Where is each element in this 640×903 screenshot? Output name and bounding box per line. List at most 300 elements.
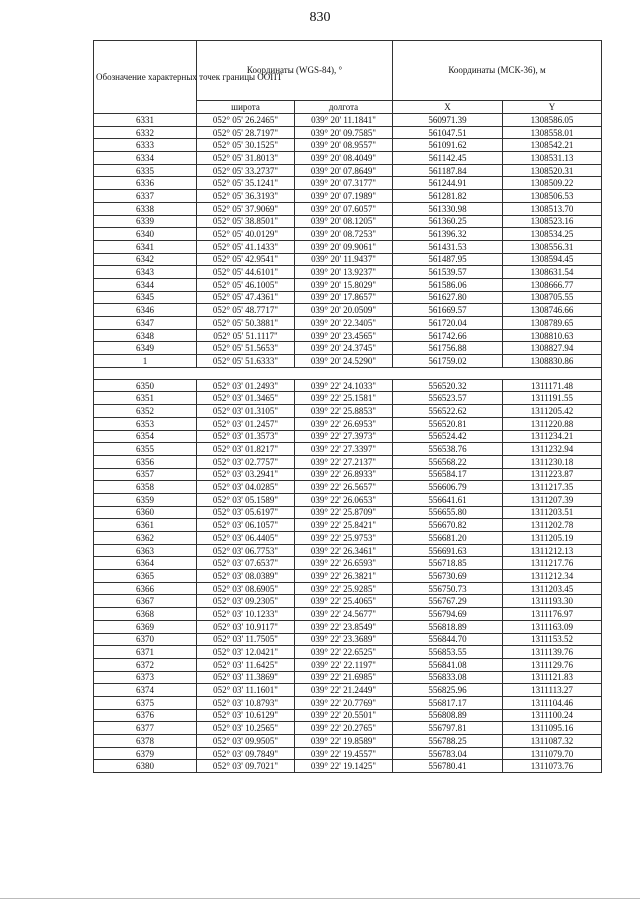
point-id-cell: 6357	[94, 468, 197, 481]
y-cell: 1311113.27	[503, 684, 602, 697]
longitude-cell: 039° 22' 20.7769"	[295, 696, 393, 709]
latitude-cell: 052° 05' 47.4361"	[197, 291, 295, 304]
longitude-cell: 039° 20' 08.9557"	[295, 139, 393, 152]
point-id-cell: 6336	[94, 177, 197, 190]
y-cell: 1308830.86	[503, 355, 602, 368]
longitude-cell: 039° 20' 08.7253"	[295, 228, 393, 241]
table-row	[94, 355, 602, 368]
longitude-cell: 039° 22' 22.6525"	[295, 646, 393, 659]
table-row	[94, 228, 602, 241]
header-x: X	[393, 101, 503, 114]
x-cell: 556853.55	[393, 646, 503, 659]
latitude-cell: 052° 03' 01.2457"	[197, 417, 295, 430]
table-row	[94, 443, 602, 456]
latitude-cell: 052° 03' 09.9505"	[197, 735, 295, 748]
point-id-cell: 6372	[94, 658, 197, 671]
table-row	[94, 379, 602, 392]
y-cell: 1311176.97	[503, 608, 602, 621]
latitude-cell: 052° 05' 50.3881"	[197, 317, 295, 330]
x-cell: 561360.25	[393, 215, 503, 228]
longitude-cell: 039° 22' 25.8421"	[295, 519, 393, 532]
table-row	[94, 532, 602, 545]
x-cell: 556523.57	[393, 392, 503, 405]
footer-divider	[0, 898, 640, 899]
y-cell: 1308827.94	[503, 342, 602, 355]
longitude-cell: 039° 22' 25.1581"	[295, 392, 393, 405]
y-cell: 1311129.76	[503, 658, 602, 671]
latitude-cell: 052° 05' 28.7197"	[197, 126, 295, 139]
point-id-cell: 6347	[94, 317, 197, 330]
x-cell: 561244.91	[393, 177, 503, 190]
latitude-cell: 052° 05' 46.1005"	[197, 278, 295, 291]
x-cell: 556794.69	[393, 608, 503, 621]
x-cell: 561669.57	[393, 304, 503, 317]
point-id-cell: 6353	[94, 417, 197, 430]
latitude-cell: 052° 05' 30.1525"	[197, 139, 295, 152]
longitude-cell: 039° 20' 11.9437"	[295, 253, 393, 266]
y-cell: 1311230.18	[503, 455, 602, 468]
point-id-cell: 6350	[94, 379, 197, 392]
x-cell: 556522.62	[393, 405, 503, 418]
longitude-cell: 039° 22' 24.5677"	[295, 608, 393, 621]
latitude-cell: 052° 03' 12.0421"	[197, 646, 295, 659]
point-id-cell: 6377	[94, 722, 197, 735]
point-id-cell: 6375	[94, 696, 197, 709]
x-cell: 561586.06	[393, 278, 503, 291]
latitude-cell: 052° 03' 10.8793"	[197, 696, 295, 709]
table-row	[94, 595, 602, 608]
table-row	[94, 557, 602, 570]
y-cell: 1308556.31	[503, 240, 602, 253]
point-id-cell: 6369	[94, 620, 197, 633]
longitude-cell: 039° 22' 27.3397"	[295, 443, 393, 456]
y-cell: 1311203.45	[503, 582, 602, 595]
latitude-cell: 052° 05' 38.8501"	[197, 215, 295, 228]
latitude-cell: 052° 03' 09.7849"	[197, 747, 295, 760]
longitude-cell: 039° 20' 11.1841"	[295, 114, 393, 127]
y-cell: 1308666.77	[503, 278, 602, 291]
latitude-cell: 052° 03' 01.3465"	[197, 392, 295, 405]
point-id-cell: 1	[94, 355, 197, 368]
latitude-cell: 052° 03' 11.3869"	[197, 671, 295, 684]
table-row	[94, 455, 602, 468]
point-id-cell: 6366	[94, 582, 197, 595]
latitude-cell: 052° 03' 09.7021"	[197, 760, 295, 773]
x-cell: 561281.82	[393, 190, 503, 203]
x-cell: 556524.42	[393, 430, 503, 443]
table-row	[94, 722, 602, 735]
table-row	[94, 202, 602, 215]
y-cell: 1311171.48	[503, 379, 602, 392]
point-id-cell: 6380	[94, 760, 197, 773]
x-cell: 561142.45	[393, 152, 503, 165]
y-cell: 1308594.45	[503, 253, 602, 266]
latitude-cell: 052° 05' 40.0129"	[197, 228, 295, 241]
y-cell: 1311191.55	[503, 392, 602, 405]
table-row	[94, 304, 602, 317]
x-cell: 561396.32	[393, 228, 503, 241]
table-row	[94, 506, 602, 519]
x-cell: 556841.08	[393, 658, 503, 671]
y-cell: 1311234.21	[503, 430, 602, 443]
table-row	[94, 519, 602, 532]
y-cell: 1311205.19	[503, 532, 602, 545]
longitude-cell: 039° 20' 20.0509"	[295, 304, 393, 317]
longitude-cell: 039° 22' 22.1197"	[295, 658, 393, 671]
x-cell: 556606.79	[393, 481, 503, 494]
point-id-cell: 6371	[94, 646, 197, 659]
x-cell: 556844.70	[393, 633, 503, 646]
longitude-cell: 039° 20' 15.8029"	[295, 278, 393, 291]
x-cell: 561091.62	[393, 139, 503, 152]
longitude-cell: 039° 20' 07.8649"	[295, 164, 393, 177]
table-row	[94, 126, 602, 139]
longitude-cell: 039° 22' 26.3821"	[295, 570, 393, 583]
longitude-cell: 039° 20' 09.7585"	[295, 126, 393, 139]
table-row	[94, 709, 602, 722]
longitude-cell: 039° 22' 19.4557"	[295, 747, 393, 760]
x-cell: 556808.89	[393, 709, 503, 722]
point-id-cell: 6378	[94, 735, 197, 748]
y-cell: 1311100.24	[503, 709, 602, 722]
table-row	[94, 392, 602, 405]
x-cell: 556797.81	[393, 722, 503, 735]
latitude-cell: 052° 03' 06.1057"	[197, 519, 295, 532]
latitude-cell: 052° 03' 11.7505"	[197, 633, 295, 646]
point-id-cell: 6370	[94, 633, 197, 646]
table-row	[94, 696, 602, 709]
y-cell: 1311212.34	[503, 570, 602, 583]
point-id-cell: 6338	[94, 202, 197, 215]
latitude-cell: 052° 03' 01.2493"	[197, 379, 295, 392]
latitude-cell: 052° 03' 05.1589"	[197, 493, 295, 506]
y-cell: 1311205.42	[503, 405, 602, 418]
y-cell: 1311220.88	[503, 417, 602, 430]
y-cell: 1311193.30	[503, 595, 602, 608]
latitude-cell: 052° 03' 10.9117"	[197, 620, 295, 633]
latitude-cell: 052° 03' 01.3573"	[197, 430, 295, 443]
point-id-cell: 6348	[94, 329, 197, 342]
x-cell: 556520.81	[393, 417, 503, 430]
table-row	[94, 468, 602, 481]
longitude-cell: 039° 22' 26.5657"	[295, 481, 393, 494]
x-cell: 561720.04	[393, 317, 503, 330]
longitude-cell: 039° 20' 07.1989"	[295, 190, 393, 203]
longitude-cell: 039° 22' 24.1033"	[295, 379, 393, 392]
point-id-cell: 6365	[94, 570, 197, 583]
longitude-cell: 039° 22' 27.3973"	[295, 430, 393, 443]
x-cell: 556833.08	[393, 671, 503, 684]
x-cell: 561742.66	[393, 329, 503, 342]
longitude-cell: 039° 22' 26.6953"	[295, 417, 393, 430]
table-row	[94, 329, 602, 342]
point-id-cell: 6334	[94, 152, 197, 165]
latitude-cell: 052° 03' 10.1233"	[197, 608, 295, 621]
table-row	[94, 417, 602, 430]
y-cell: 1308542.21	[503, 139, 602, 152]
y-cell: 1308506.53	[503, 190, 602, 203]
table-row	[94, 493, 602, 506]
point-id-cell: 6332	[94, 126, 197, 139]
y-cell: 1308558.01	[503, 126, 602, 139]
latitude-cell: 052° 03' 11.1601"	[197, 684, 295, 697]
longitude-cell: 039° 20' 08.1205"	[295, 215, 393, 228]
latitude-cell: 052° 03' 06.4405"	[197, 532, 295, 545]
table-row	[94, 278, 602, 291]
latitude-cell: 052° 03' 09.2305"	[197, 595, 295, 608]
header-latitude: широта	[197, 101, 295, 114]
latitude-cell: 052° 03' 07.6537"	[197, 557, 295, 570]
longitude-cell: 039° 22' 25.9753"	[295, 532, 393, 545]
point-id-cell: 6367	[94, 595, 197, 608]
x-cell: 556825.96	[393, 684, 503, 697]
header-longitude: долгота	[295, 101, 393, 114]
point-id-cell: 6341	[94, 240, 197, 253]
table-row	[94, 342, 602, 355]
separator-cell	[94, 367, 602, 379]
latitude-cell: 052° 03' 01.8217"	[197, 443, 295, 456]
table-row	[94, 646, 602, 659]
table-row	[94, 317, 602, 330]
longitude-cell: 039° 22' 26.6593"	[295, 557, 393, 570]
x-cell: 561759.02	[393, 355, 503, 368]
latitude-cell: 052° 03' 05.6197"	[197, 506, 295, 519]
y-cell: 1311079.70	[503, 747, 602, 760]
longitude-cell: 039° 20' 22.3405"	[295, 317, 393, 330]
longitude-cell: 039° 22' 20.2765"	[295, 722, 393, 735]
latitude-cell: 052° 05' 33.2737"	[197, 164, 295, 177]
point-id-cell: 6344	[94, 278, 197, 291]
latitude-cell: 052° 03' 02.7757"	[197, 455, 295, 468]
y-cell: 1308586.05	[503, 114, 602, 127]
latitude-cell: 052° 03' 03.2941"	[197, 468, 295, 481]
x-cell: 556750.73	[393, 582, 503, 595]
point-id-cell: 6337	[94, 190, 197, 203]
longitude-cell: 039° 20' 24.3745"	[295, 342, 393, 355]
latitude-cell: 052° 05' 26.2465"	[197, 114, 295, 127]
table-row	[94, 164, 602, 177]
table-row	[94, 582, 602, 595]
point-id-cell: 6331	[94, 114, 197, 127]
table-body	[94, 114, 602, 773]
page-number: 830	[309, 10, 331, 25]
latitude-cell: 052° 05' 48.7717"	[197, 304, 295, 317]
x-cell: 556730.69	[393, 570, 503, 583]
table-row	[94, 139, 602, 152]
x-cell: 556584.17	[393, 468, 503, 481]
point-id-cell: 6356	[94, 455, 197, 468]
y-cell: 1311232.94	[503, 443, 602, 456]
y-cell: 1311223.87	[503, 468, 602, 481]
x-cell: 556818.89	[393, 620, 503, 633]
y-cell: 1311073.76	[503, 760, 602, 773]
point-id-cell: 6345	[94, 291, 197, 304]
x-cell: 556817.17	[393, 696, 503, 709]
latitude-cell: 052° 03' 04.0285"	[197, 481, 295, 494]
x-cell: 561756.88	[393, 342, 503, 355]
y-cell: 1311139.76	[503, 646, 602, 659]
point-id-cell: 6363	[94, 544, 197, 557]
header-y: Y	[503, 101, 602, 114]
y-cell: 1308746.66	[503, 304, 602, 317]
x-cell: 561539.57	[393, 266, 503, 279]
point-id-cell: 6354	[94, 430, 197, 443]
x-cell: 556767.29	[393, 595, 503, 608]
x-cell: 556783.04	[393, 747, 503, 760]
point-id-cell: 6368	[94, 608, 197, 621]
header-points: Обозначение характерных точек границы ООПТ	[94, 41, 197, 114]
y-cell: 1311153.52	[503, 633, 602, 646]
x-cell: 556655.80	[393, 506, 503, 519]
table-row	[94, 735, 602, 748]
point-id-cell: 6355	[94, 443, 197, 456]
x-cell: 561330.98	[393, 202, 503, 215]
x-cell: 556641.61	[393, 493, 503, 506]
point-id-cell: 6339	[94, 215, 197, 228]
table-row	[94, 747, 602, 760]
longitude-cell: 039° 22' 25.9285"	[295, 582, 393, 595]
latitude-cell: 052° 05' 31.8013"	[197, 152, 295, 165]
latitude-cell: 052° 03' 08.0389"	[197, 570, 295, 583]
y-cell: 1308631.54	[503, 266, 602, 279]
longitude-cell: 039° 22' 20.5501"	[295, 709, 393, 722]
point-id-cell: 6359	[94, 493, 197, 506]
latitude-cell: 052° 05' 41.1433"	[197, 240, 295, 253]
x-cell: 561487.95	[393, 253, 503, 266]
latitude-cell: 052° 03' 10.2565"	[197, 722, 295, 735]
y-cell: 1311095.16	[503, 722, 602, 735]
point-id-cell: 6351	[94, 392, 197, 405]
y-cell: 1308531.13	[503, 152, 602, 165]
latitude-cell: 052° 05' 37.9069"	[197, 202, 295, 215]
point-id-cell: 6358	[94, 481, 197, 494]
point-id-cell: 6360	[94, 506, 197, 519]
y-cell: 1308705.55	[503, 291, 602, 304]
longitude-cell: 039° 22' 19.1425"	[295, 760, 393, 773]
table-row	[94, 570, 602, 583]
y-cell: 1308523.16	[503, 215, 602, 228]
y-cell: 1311121.83	[503, 671, 602, 684]
longitude-cell: 039° 20' 17.8657"	[295, 291, 393, 304]
x-cell: 556670.82	[393, 519, 503, 532]
x-cell: 556681.20	[393, 532, 503, 545]
x-cell: 556691.63	[393, 544, 503, 557]
table-row	[94, 291, 602, 304]
longitude-cell: 039° 22' 23.3689"	[295, 633, 393, 646]
table-row	[94, 177, 602, 190]
table-row	[94, 671, 602, 684]
point-id-cell: 6379	[94, 747, 197, 760]
table-row	[94, 481, 602, 494]
x-cell: 556538.76	[393, 443, 503, 456]
table-row	[94, 190, 602, 203]
table-row	[94, 760, 602, 773]
longitude-cell: 039° 20' 23.4565"	[295, 329, 393, 342]
y-cell: 1308810.63	[503, 329, 602, 342]
longitude-cell: 039° 22' 21.6985"	[295, 671, 393, 684]
y-cell: 1308509.22	[503, 177, 602, 190]
latitude-cell: 052° 05' 51.5653"	[197, 342, 295, 355]
longitude-cell: 039° 22' 26.8933"	[295, 468, 393, 481]
point-id-cell: 6343	[94, 266, 197, 279]
longitude-cell: 039° 22' 25.4065"	[295, 595, 393, 608]
longitude-cell: 039° 20' 13.9237"	[295, 266, 393, 279]
x-cell: 561627.80	[393, 291, 503, 304]
y-cell: 1311212.13	[503, 544, 602, 557]
y-cell: 1311163.09	[503, 620, 602, 633]
coordinates-table	[93, 40, 602, 773]
header-msk36: Координаты (МСК-36), м	[393, 41, 602, 101]
point-id-cell: 6362	[94, 532, 197, 545]
longitude-cell: 039° 22' 25.8853"	[295, 405, 393, 418]
longitude-cell: 039° 20' 09.9061"	[295, 240, 393, 253]
y-cell: 1311207.39	[503, 493, 602, 506]
table-row	[94, 430, 602, 443]
x-cell: 556520.32	[393, 379, 503, 392]
y-cell: 1308534.25	[503, 228, 602, 241]
longitude-cell: 039° 20' 07.3177"	[295, 177, 393, 190]
point-id-cell: 6361	[94, 519, 197, 532]
x-cell: 560971.39	[393, 114, 503, 127]
table-row	[94, 658, 602, 671]
table-row	[94, 266, 602, 279]
x-cell: 556780.41	[393, 760, 503, 773]
longitude-cell: 039° 22' 25.8709"	[295, 506, 393, 519]
latitude-cell: 052° 05' 36.3193"	[197, 190, 295, 203]
table-row	[94, 608, 602, 621]
point-id-cell: 6364	[94, 557, 197, 570]
longitude-cell: 039° 20' 24.5290"	[295, 355, 393, 368]
longitude-cell: 039° 20' 07.6057"	[295, 202, 393, 215]
y-cell: 1311217.35	[503, 481, 602, 494]
y-cell: 1308513.70	[503, 202, 602, 215]
table-row	[94, 405, 602, 418]
latitude-cell: 052° 03' 01.3105"	[197, 405, 295, 418]
point-id-cell: 6374	[94, 684, 197, 697]
y-cell: 1311104.46	[503, 696, 602, 709]
point-id-cell: 6349	[94, 342, 197, 355]
longitude-cell: 039° 22' 26.3461"	[295, 544, 393, 557]
latitude-cell: 052° 05' 51.6333"	[197, 355, 295, 368]
latitude-cell: 052° 03' 06.7753"	[197, 544, 295, 557]
table-row	[94, 253, 602, 266]
separator-row	[94, 367, 602, 379]
y-cell: 1308789.65	[503, 317, 602, 330]
table-row	[94, 544, 602, 557]
table-row	[94, 215, 602, 228]
x-cell: 561431.53	[393, 240, 503, 253]
point-id-cell: 6346	[94, 304, 197, 317]
point-id-cell: 6376	[94, 709, 197, 722]
point-id-cell: 6340	[94, 228, 197, 241]
latitude-cell: 052° 03' 08.6905"	[197, 582, 295, 595]
header-wgs84: Координаты (WGS-84), °	[197, 41, 393, 101]
point-id-cell: 6333	[94, 139, 197, 152]
longitude-cell: 039° 22' 26.0653"	[295, 493, 393, 506]
y-cell: 1311217.76	[503, 557, 602, 570]
longitude-cell: 039° 22' 19.8589"	[295, 735, 393, 748]
y-cell: 1311203.51	[503, 506, 602, 519]
x-cell: 556718.85	[393, 557, 503, 570]
latitude-cell: 052° 05' 42.9541"	[197, 253, 295, 266]
latitude-cell: 052° 05' 51.1117"	[197, 329, 295, 342]
longitude-cell: 039° 22' 21.2449"	[295, 684, 393, 697]
y-cell: 1311087.32	[503, 735, 602, 748]
table-row	[94, 240, 602, 253]
longitude-cell: 039° 22' 23.8549"	[295, 620, 393, 633]
table-row	[94, 620, 602, 633]
table-row	[94, 633, 602, 646]
